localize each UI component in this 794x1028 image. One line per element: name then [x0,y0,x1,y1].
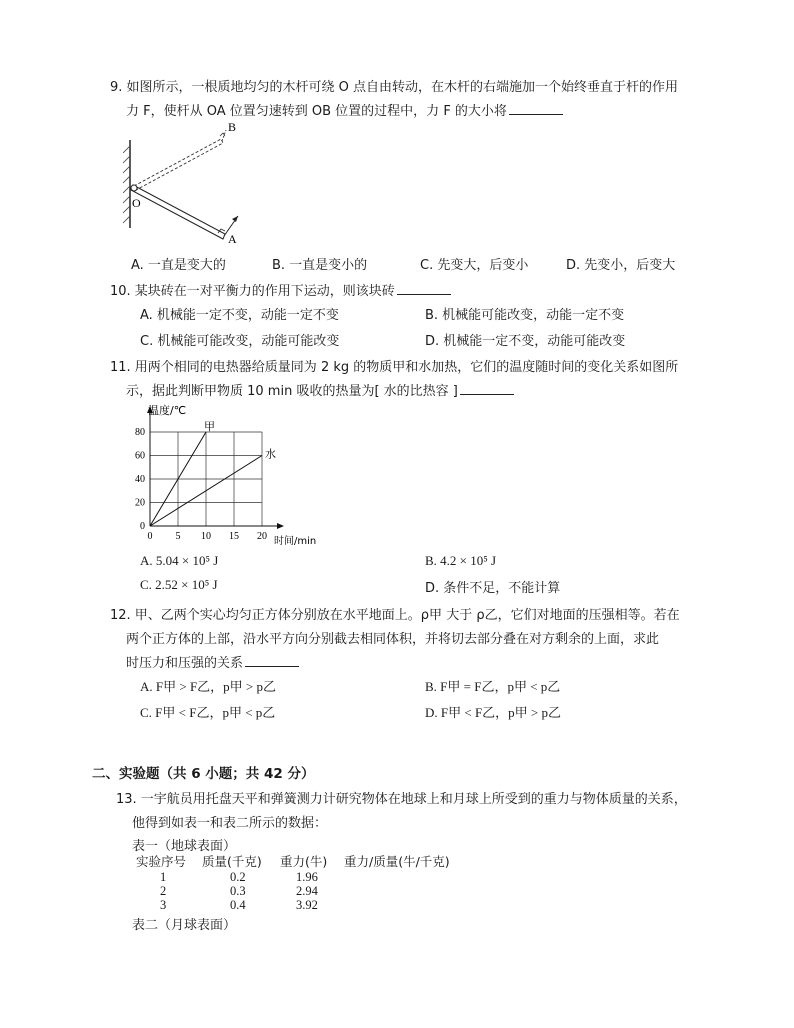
q9-option-c: C. 先变大，后变小 [420,258,529,273]
y-axis-label: 温度/℃ [148,404,187,417]
table-row [136,870,450,884]
temperature-chart [126,398,326,550]
table-cell: 0.2 [230,870,246,884]
table-cell: 2 [160,884,167,898]
table2-title: 表二（月球表面） [132,918,237,933]
q9-option-b: B. 一直是变小的 [272,258,368,273]
table-row [136,884,450,898]
label-o: O [132,196,141,210]
header-cell: 质量(千克) [202,854,262,869]
x-tick-label: 5 [175,531,181,542]
q12-option-a: A. F甲 > F乙，p甲 > p乙 [140,679,277,694]
label-a: A [228,232,237,246]
q10-option-d: D. 机械能一定不变，动能可能改变 [425,334,626,349]
y-tick-label: 60 [135,450,145,462]
series-label-0: 甲 [204,420,215,433]
q13-line1: 13. 一宇航员用托盘天平和弹簧测力计研究物体在地球上和月球上所受到的重力与物体质量的关系， [116,792,687,807]
chart-axes [147,406,284,529]
q10-stem-text: 10. 某块砖在一对平衡力的作用下运动，则该块砖 [110,284,395,299]
table-row [136,898,450,912]
chart-series [150,420,276,526]
x-tick-label: 0 [147,531,153,542]
q11-line2 [126,380,514,399]
table-header-row [136,852,450,870]
answer-blank [245,654,299,667]
q11-option-c: C. 2.52 × 10⁵ J [140,577,218,592]
q9-line1: 9. 如图所示，一根质地均匀的木杆可绕 O 点自由转动，在木杆的右端施加一个始终垂直于杆的作用 [110,80,679,95]
y-tick-label: 40 [135,474,145,485]
q13-line2: 他得到如表一和表二所示的数据： [132,816,328,831]
y-tick-label: 0 [140,521,145,532]
q12-line3-text: 时压力和压强的关系 [126,656,244,671]
q9-option-a: A. 一直是变大的 [131,258,226,273]
table1-title: 表一（地球表面） [132,839,237,854]
table-cell: 0.4 [230,898,246,912]
q10-option-c: C. 机械能可能改变，动能可能改变 [140,334,340,349]
lever-figure [118,112,258,248]
table-cell: 3.92 [296,898,318,912]
table-cell: 1.96 [296,870,318,884]
q11-line2-text: 示，据此判断甲物质 10 min 吸收的热量为[ 水的比热容 ] [126,384,458,399]
header-cell: 实验序号 [136,854,187,869]
x-axis-label: 时间/min [274,536,317,547]
header-cell: 重力/质量(牛/千克) [344,854,450,869]
answer-blank [509,102,563,115]
chart-ticks [135,427,267,542]
table-cell: 1 [160,870,167,884]
q10-stem [110,280,451,299]
q9-line2-text: 力 F，使杆从 OA 位置匀速转到 OB 位置的过程中，力 F 的大小将 [126,104,507,119]
chart-grid [150,432,262,526]
y-tick-label: 20 [135,497,145,509]
q12-option-c: C. F甲 < F乙，p甲 < p乙 [140,705,276,720]
q11-line1: 11. 用两个相同的电热器给质量同为 2 kg 的物质甲和水加热，它们的温度随时间的变化关系如图所 [110,360,679,375]
q12-option-d: D. F甲 < F乙，p甲 > p乙 [425,705,562,720]
table1 [136,852,450,912]
answer-blank [460,382,514,395]
header-cell: 重力(牛) [280,854,328,869]
series-label-1: 水 [265,447,276,461]
q11-option-b: B. 4.2 × 10⁵ J [425,553,497,568]
section-title: 二、实验题（共 6 小题；共 42 分） [92,766,315,782]
q12-line1: 12. 甲、乙两个实心均匀正方体分别放在水平地面上。ρ甲 大于 ρ乙，它们对地面的压强相等。若在 [110,608,680,623]
q12-line3 [126,652,299,671]
q11-option-a: A. 5.04 × 10⁵ J [140,553,219,568]
table-cell: 0.3 [230,884,246,898]
x-tick-label: 20 [257,531,267,542]
q12-line2: 两个正方体的上部，沿水平方向分别截去相同体积，并将切去部分叠在对方剩余的上面，求此 [126,632,660,647]
q10-option-a: A. 机械能一定不变，动能一定不变 [140,308,339,323]
table-cell: 3 [160,898,167,912]
q12-option-b: B. F甲 = F乙，p甲 < p乙 [425,679,561,694]
x-tick-label: 10 [201,531,211,542]
x-tick-label: 15 [229,531,239,542]
y-tick-label: 80 [135,427,145,438]
answer-blank [397,282,451,295]
q9-option-d: D. 先变小，后变大 [566,258,676,273]
label-b: B [228,120,237,134]
table-cell: 2.94 [296,884,318,898]
q10-option-b: B. 机械能可能改变，动能一定不变 [425,308,625,323]
x-axis-arrow [277,523,284,529]
q11-option-d: D. 条件不足，不能计算 [425,581,561,596]
